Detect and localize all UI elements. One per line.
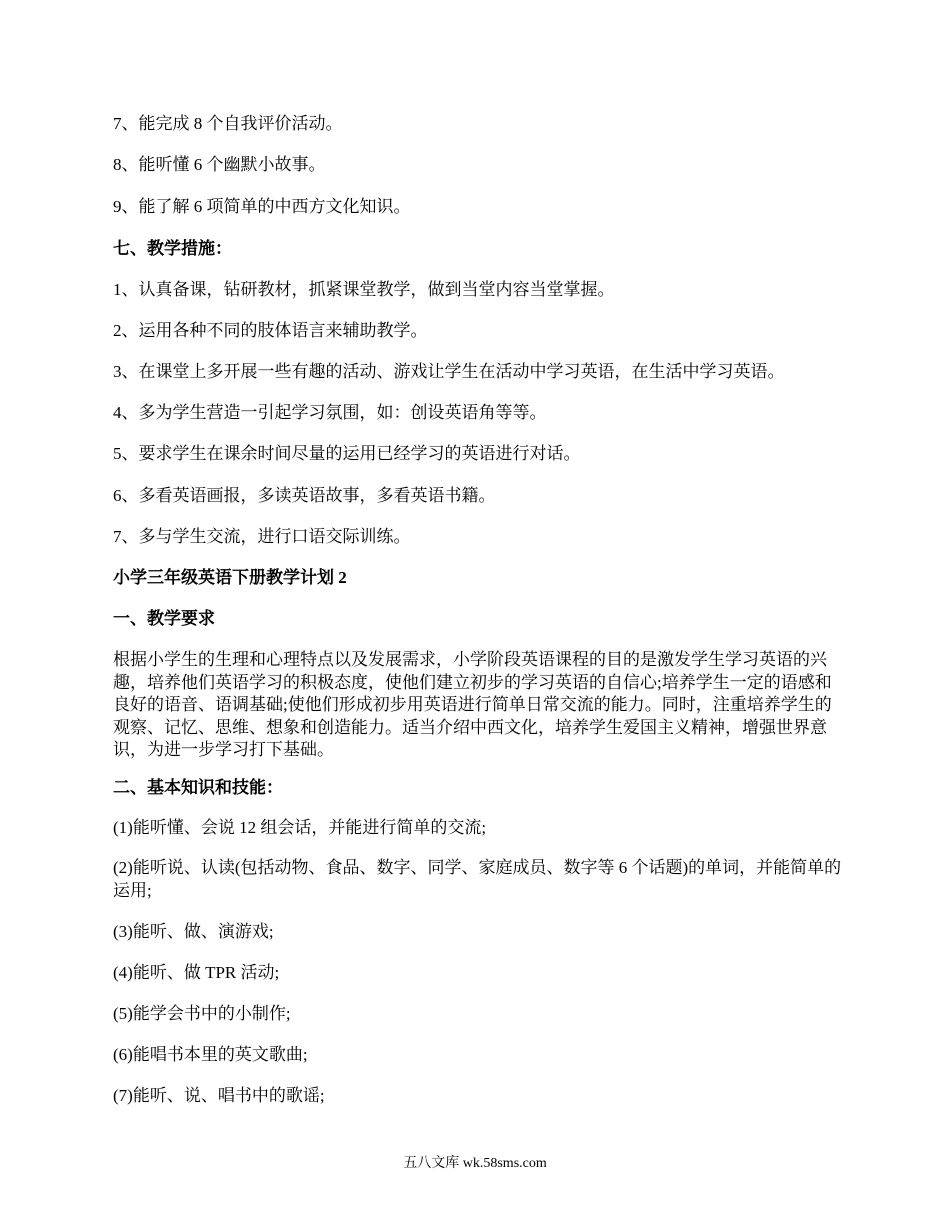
skill-item-6: (6)能唱书本里的英文歌曲; [113,1045,308,1064]
skill-item-7: (7)能听、说、唱书中的歌谣; [113,1086,325,1105]
plan-title: 小学三年级英语下册教学计划 2 [113,568,347,587]
goal-item-9: 9、能了解 6 项简单的中西方文化知识。 [113,197,411,216]
skill-item-5: (5)能学会书中的小制作; [113,1004,291,1023]
goal-item-8: 8、能听懂 6 个幽默小故事。 [113,155,326,174]
skill-item-4: (4)能听、做 TPR 活动; [113,963,280,982]
measure-item-7: 7、多与学生交流，进行口语交际训练。 [113,527,411,546]
skill-item-3: (3)能听、做、演游戏; [113,922,274,941]
measure-item-5: 5、要求学生在课余时间尽量的运用已经学习的英语进行对话。 [113,444,581,463]
section-heading-requirements: 一、教学要求 [113,609,215,628]
footer-watermark: 五八文库 wk.58sms.com [403,1156,547,1171]
section-heading-measures: 七、教学措施： [113,239,232,258]
goal-item-7: 7、能完成 8 个自我评价活动。 [113,114,343,133]
measure-item-6: 6、多看英语画报，多读英语故事，多看英语书籍。 [113,486,496,505]
requirements-paragraph: 根据小学生的生理和心理特点以及发展需求，小学阶段英语课程的目的是激发学生学习英语的兴趣，培养他们英语学习的积极态度，使他们建立初步的学习英语的自信心;培养学生一定的语感和良好的语音、语调基础;使他们形成初步用英语进行简单日常交流的能力。同时，注重培养学生的观察、记忆、思维、想象和创造能力。适当介绍中西文化，培养学生爱国主义精神，增强世界意识，为进一步学习打下基础。 [113,650,832,759]
measure-item-3: 3、在课堂上多开展一些有趣的活动、游戏让学生在活动中学习英语，在生活中学习英语。 [113,362,785,381]
measure-item-2: 2、运用各种不同的肢体语言来辅助教学。 [113,321,428,340]
skill-item-1: (1)能听懂、会说 12 组会话，并能进行简单的交流; [113,818,487,837]
skill-item-2: (2)能听说、认读(包括动物、食品、数字、同学、家庭成员、数字等 6 个话题)的单词，并能简单的运用; [113,858,842,900]
measure-item-1: 1、认真备课，钻研教材，抓紧课堂教学，做到当堂内容当堂掌握。 [113,280,615,299]
section-heading-skills: 二、基本知识和技能： [113,778,283,797]
measure-item-4: 4、多为学生营造一引起学习氛围，如：创设英语角等等。 [113,403,547,422]
